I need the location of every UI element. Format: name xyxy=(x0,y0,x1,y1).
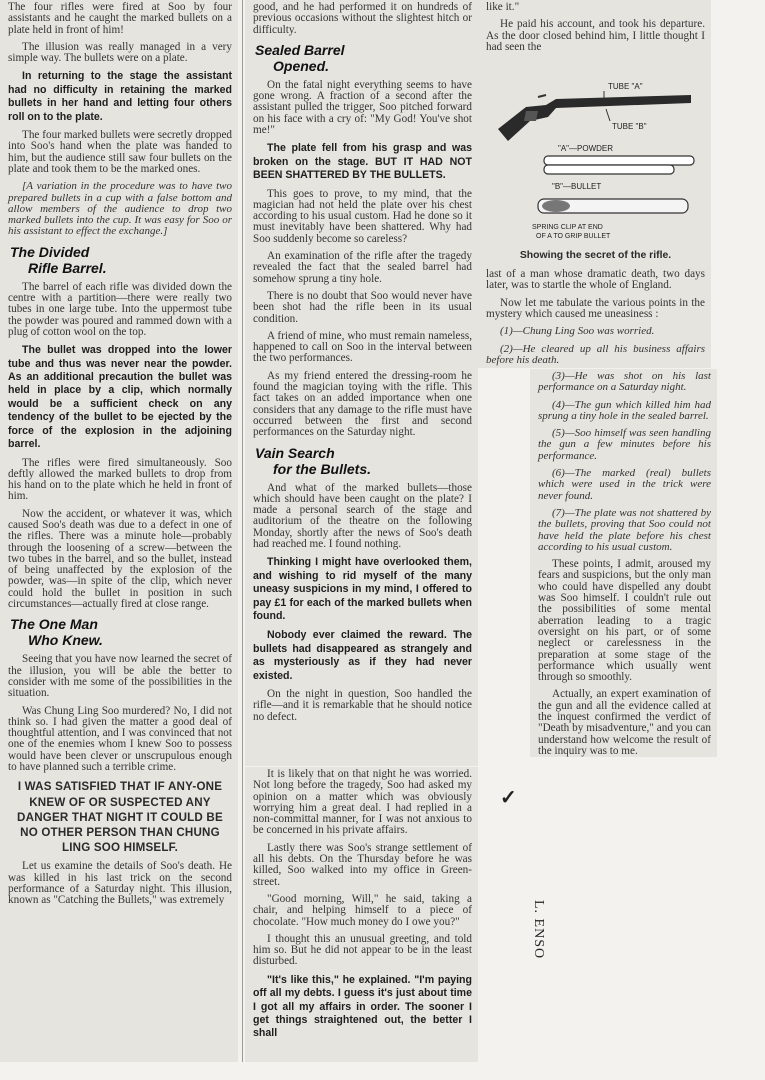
paragraph: Lastly there was Soo's strange settlement of all his debts. On the Thursday before he was killed, Soo walked into my office in Green-street. xyxy=(253,841,472,888)
rifle-illustration xyxy=(486,59,706,244)
paragraph: Now let me tabulate the various points in the mystery which caused me uneasiness : xyxy=(486,296,705,321)
subheading: Sealed Barrel Opened. xyxy=(255,41,345,74)
paragraph: It is likely that on that night he was worried. Not long before the tragedy, Soo had asked my opinion on a matter which was obviously worrying him a great deal. I had replied in a non-committal manner, for I was not anxious to be concerned in his private affairs. xyxy=(253,768,472,837)
paragraph: Thinking I might have overlooked them, and wishing to rid myself of the many uneasy suspicions in my mind, I offered to pay £1 for each of the marked bullets when found. xyxy=(253,556,472,622)
paragraph: Seeing that you have now learned the secret of the illusion, you will be able the better to consider with me some of the possibilities in the situation. xyxy=(8,653,232,700)
list-item: (4)—The gun which killed him had sprung a tiny hole in the sealed barrel. xyxy=(538,398,711,422)
list-item: (6)—The marked (real) bullets which were used in the trick were never found. xyxy=(538,467,711,502)
tick-mark: ✓ xyxy=(500,787,517,809)
paragraph: The four marked bullets were secretly dropped into Soo's hand when the plate was handed to him, but the audience still saw four bullets on the plate and took them to be the marked ones. xyxy=(8,129,232,175)
label-clip-1: SPRING CLIP AT END xyxy=(532,224,603,232)
paragraph: The illusion was really managed in a very simple way. The bullets were on a plate. xyxy=(8,40,232,65)
paragraph: This goes to prove, to my mind, that the magician had not held the plate over his chest according to his usual custom. Had he done so it must inevitably have been shattered. Why had Soo suddenly become so careless? xyxy=(253,187,472,245)
column-1 xyxy=(0,0,238,1062)
paragraph: like it." xyxy=(486,1,520,13)
label-clip-2: OF A TO GRIP BULLET xyxy=(536,233,611,241)
paragraph: The rifles were fired simultaneously. Soo deftly allowed the marked bullets to drop from his hand on to the plate which he held in front of him. xyxy=(8,456,232,503)
paragraph: The four rifles were fired at Soo by four assistants and he caught the marked bullets on a plate held in front of him! xyxy=(8,1,232,36)
paragraph: In returning to the stage the assistant had no difficulty in retaining the marked bullets in her hand and letting four others roll on to the plate. xyxy=(8,70,232,123)
paragraph: As my friend entered the dressing-room he found the magician toying with the rifle. This fact takes on an added importance when one considers that any damage to the rifle must have occurred between the first and second performances on the Saturday night. xyxy=(253,369,472,439)
paragraph: good, and he had performed it on hundreds of previous occasions without the slightest hitch or difficulty. xyxy=(253,1,472,36)
paragraph: The plate fell from his grasp and was broken on the stage. BUT IT HAD NOT BEEN SHATTERED BY THE BULLETS. xyxy=(253,142,472,182)
subheading: The One Man Who Knew. xyxy=(10,616,103,649)
paragraph: The barrel of each rifle was divided down the centre with a partition—there were really two tubes in one large tube. Into the uppermost tube the powder was poured and rammed down with a plug of cotton wool on the top. xyxy=(8,280,232,338)
list-item: (5)—Soo himself was seen handling the gun a few minutes before his performance. xyxy=(538,427,711,462)
paragraph: The bullet was dropped into the lower tube and thus was never near the powder. As an additional precaution the bullet was held in place by a clip, which normally would be a sufficient check on any tendency of the bullet to be ejected by the force of the explosion in the adjoining barrel. xyxy=(8,344,232,451)
paragraph: Actually, an expert examination of the gun and all the evidence called at the inquest confirmed the verdict of "Death by misadventure," and you can understand how welcome the result of the inquiry was to me. xyxy=(538,688,711,757)
paragraph: "Good morning, Will," he said, taking a chair, and helping himself to a piece of chocolate. "How much money do I owe you?" xyxy=(253,892,472,928)
paragraph: He paid his account, and took his departure. As the door closed behind him, I little thought I had seen the xyxy=(486,18,705,53)
list-item: (2)—He cleared up all his business affairs before his death. xyxy=(486,342,705,366)
paragraph: Now the accident, or whatever it was, which caused Soo's death was due to a defect in one of the rifles. There was a minute hole—probably through the loosening of a screw—between the two tubes in the barrel, and so the bullet, instead of being unaffected by the explosion of the powder, was—in spite of the clip, which never could hold the bullet in position in such circumstances—actually fired at close range. xyxy=(8,507,232,611)
subheading: The Divided Rifle Barrel. xyxy=(10,243,107,276)
figure-caption: Showing the secret of the rifle. xyxy=(519,250,672,262)
paragraph: "It's like this," he explained. "I'm paying off all my debts. I guess it's just about time I got all my affairs in order. The sooner I get things straightened out, the better I shall xyxy=(253,973,472,1040)
label-bullet: "B"—BULLET xyxy=(552,182,602,192)
column-rule xyxy=(242,0,243,1062)
column-2 xyxy=(245,0,478,766)
label-tube-a: TUBE "A" xyxy=(608,82,643,92)
paragraph: Was Chung Ling Soo murdered? No, I did not think so. I had given the matter a good deal of thoughtful attention, and I was convinced that not one of the enemies whom I knew Soo to possess would have been clever or unscrupulous enough to have planned such a terrible crime. xyxy=(8,704,232,774)
column-3 xyxy=(478,0,711,368)
list-item: (3)—He was shot on his last performance on a Saturday night. xyxy=(538,370,711,394)
label-tube-b: TUBE "B" xyxy=(612,122,647,132)
paragraph-caps: I WAS SATISFIED THAT IF ANY-ONE KNEW OF OR SUSPECTED ANY DANGER THAT NIGHT IT COULD BE NO OTHER PERSON THAN CHUNG LING SOO HIMSELF. xyxy=(17,780,223,855)
paragraph: Nobody ever claimed the reward. The bullets had disappeared as strangely and as mysteriously as if they had never existed. xyxy=(253,629,472,682)
paragraph: On the night in question, Soo handled the rifle—and it is remarkable that he should notice no defect. xyxy=(253,687,472,723)
list-item: (1)—Chung Ling Soo was worried. xyxy=(500,325,655,338)
column-3-lower xyxy=(530,369,717,757)
paragraph: These points, I admit, aroused my fears and suspicions, but the only man who could have dispelled any doubt was Soo himself. I couldn't rule out the possibilities of some mental aberration leading to a tragic oversight on his part, or of some neglect or carelessness in the preparation at some stage of the performance which usually went through so smoothly. xyxy=(538,558,711,684)
paragraph: I thought this an unusual greeting, and told him so. But he did not appear to be in the least disturbed. xyxy=(253,932,472,968)
label-powder: "A"—POWDER xyxy=(558,144,614,154)
rifle-diagram xyxy=(486,59,707,244)
subheading: Vain Search for the Bullets. xyxy=(255,444,372,477)
paragraph: last of a man whose dramatic death, two days later, was to startle the whole of England. xyxy=(486,268,705,292)
paragraph: And what of the marked bullets—those which should have been caught on the plate? I made a personal search of the stage and auditorium of the theatre on the following Monday, shortly after the news of Soo's death had reached me. I found nothing. xyxy=(253,481,472,551)
paragraph: Let us examine the details of Soo's death. He was killed in his last trick on the second performance of a Saturday night. This illusion, known as "Catching the Bullets," was extremely xyxy=(8,860,232,907)
ownership-stamp: L. ENSO xyxy=(531,900,546,960)
paragraph: An examination of the rifle after the tragedy revealed the fact that the sealed barrel had somehow sprung a tiny hole. xyxy=(253,250,472,285)
paragraph: There is no doubt that Soo would never have been shot had the rifle been in its usual condition. xyxy=(253,289,472,325)
list-item: (7)—The plate was not shattered by the bullets, proving that Soo could not have held the plate before his chest according to his usual custom. xyxy=(538,506,711,553)
paragraph: A friend of mine, who must remain nameless, happened to call on Soo in the interval between the two performances. xyxy=(253,329,472,365)
paragraph: On the fatal night everything seems to have gone wrong. A fraction of a second after the assistant pulled the trigger, Soo pitched forward on his face with a cry of: "My God! You've shot me!" xyxy=(253,78,472,137)
column-2-lower xyxy=(245,767,478,1062)
paragraph: [A variation in the procedure was to have two prepared bullets in a cup with a false bottom and allow members of the audience to drop two marked bullets into the cup. It was easy for Soo or his assistant to effect the exchange.] xyxy=(8,180,232,238)
